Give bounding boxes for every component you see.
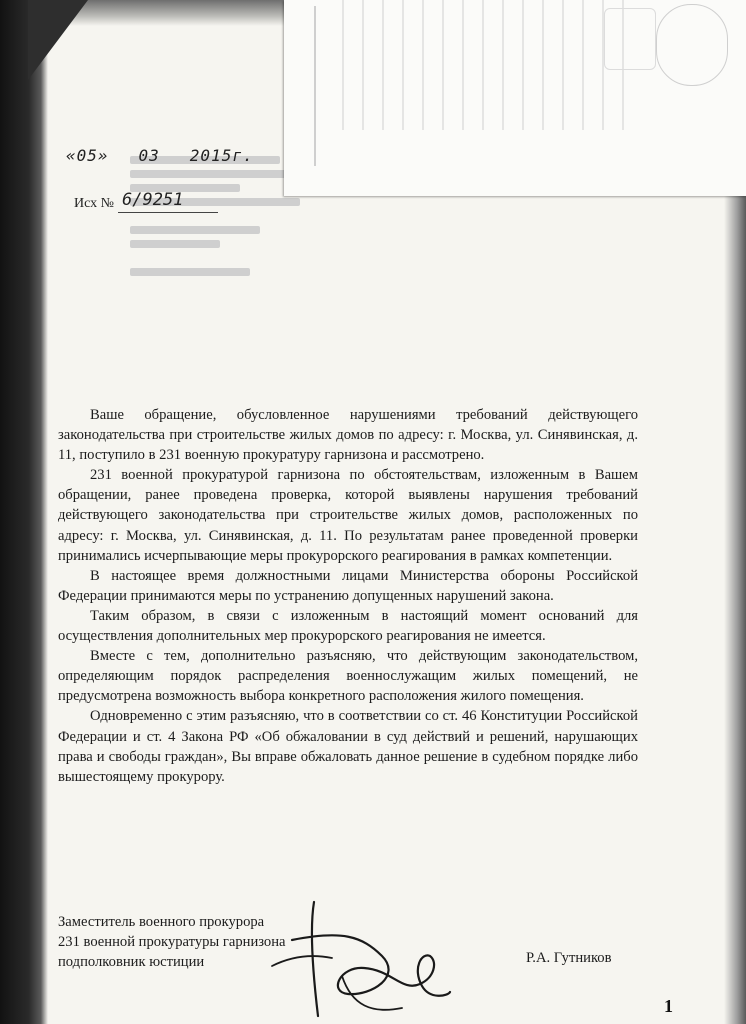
page-number: 1 (664, 996, 673, 1016)
paragraph: В настоящее время должностными лицами Министерства обороны Российской Федерации принимаются меры по устранению допущенных нарушений закона. (58, 567, 638, 604)
overlapping-paper-fragment (284, 0, 746, 196)
seal-icon (656, 4, 728, 86)
signatory-title: Заместитель военного прокурора 231 военной прокуратуры гарнизона подполковник юстиции (58, 914, 286, 970)
folded-corner (28, 0, 88, 80)
outgoing-number-underline (118, 212, 218, 213)
emblem-icon (604, 8, 656, 70)
paragraph: Таким образом, в связи с изложенным в настоящий момент оснований для осуществления дополнительных мер прокурорского реагирования не имеется. (58, 607, 638, 645)
paragraph: Одновременно с этим разъясняю, что в соответствии со ст. 46 Конституции Российской Федерации и ст. 4 Закона РФ «Об обжаловании в суд действий и решений, нарушающих права и свободы граждан», Вы вправе обжаловать данное решение в судебном порядке либо вышестоящему прокурору. (58, 708, 638, 785)
paragraph: Ваше обращение, обусловленное нарушениями требований действующего законодательства при строительстве жилых домов по адресу: г. Москва, ул. Синявинская, д. 11, поступило в 231 военную прокуратуру гарнизона и рассмотрено. (58, 407, 638, 464)
letter-body (58, 405, 638, 787)
letter-date: «05» 03 2015г. (66, 146, 254, 165)
faded-letterhead (130, 150, 310, 282)
outgoing-number-label: Исх № (74, 196, 114, 211)
outgoing-number: 6/9251 (122, 190, 184, 210)
handwritten-signature (252, 896, 452, 1024)
scan-edge-left (0, 0, 48, 1024)
paragraph: Вместе с тем, дополнительно разъясняю, что действующим законодательством, определяющим порядок распределения военнослужащим жилых помещений, не предусмотрена возможность выбора конкретного расположения жилого помещения. (58, 648, 638, 705)
scan-edge-right (724, 180, 746, 1024)
signatory-name: Р.А. Гутников (526, 950, 612, 966)
paragraph: 231 военной прокуратурой гарнизона по обстоятельствам, изложенным в Вашем обращении, ранее проведена проверка, которой выявлены нарушения требований действующего законодательства при строительстве жилых домов, расположенных по адресу: г. Москва, ул. Синявинская, д. 11. По результатам ранее проведенной проверки принимались исчерпывающие меры прокурорского реагирования в рамках компетенции. (58, 467, 638, 564)
